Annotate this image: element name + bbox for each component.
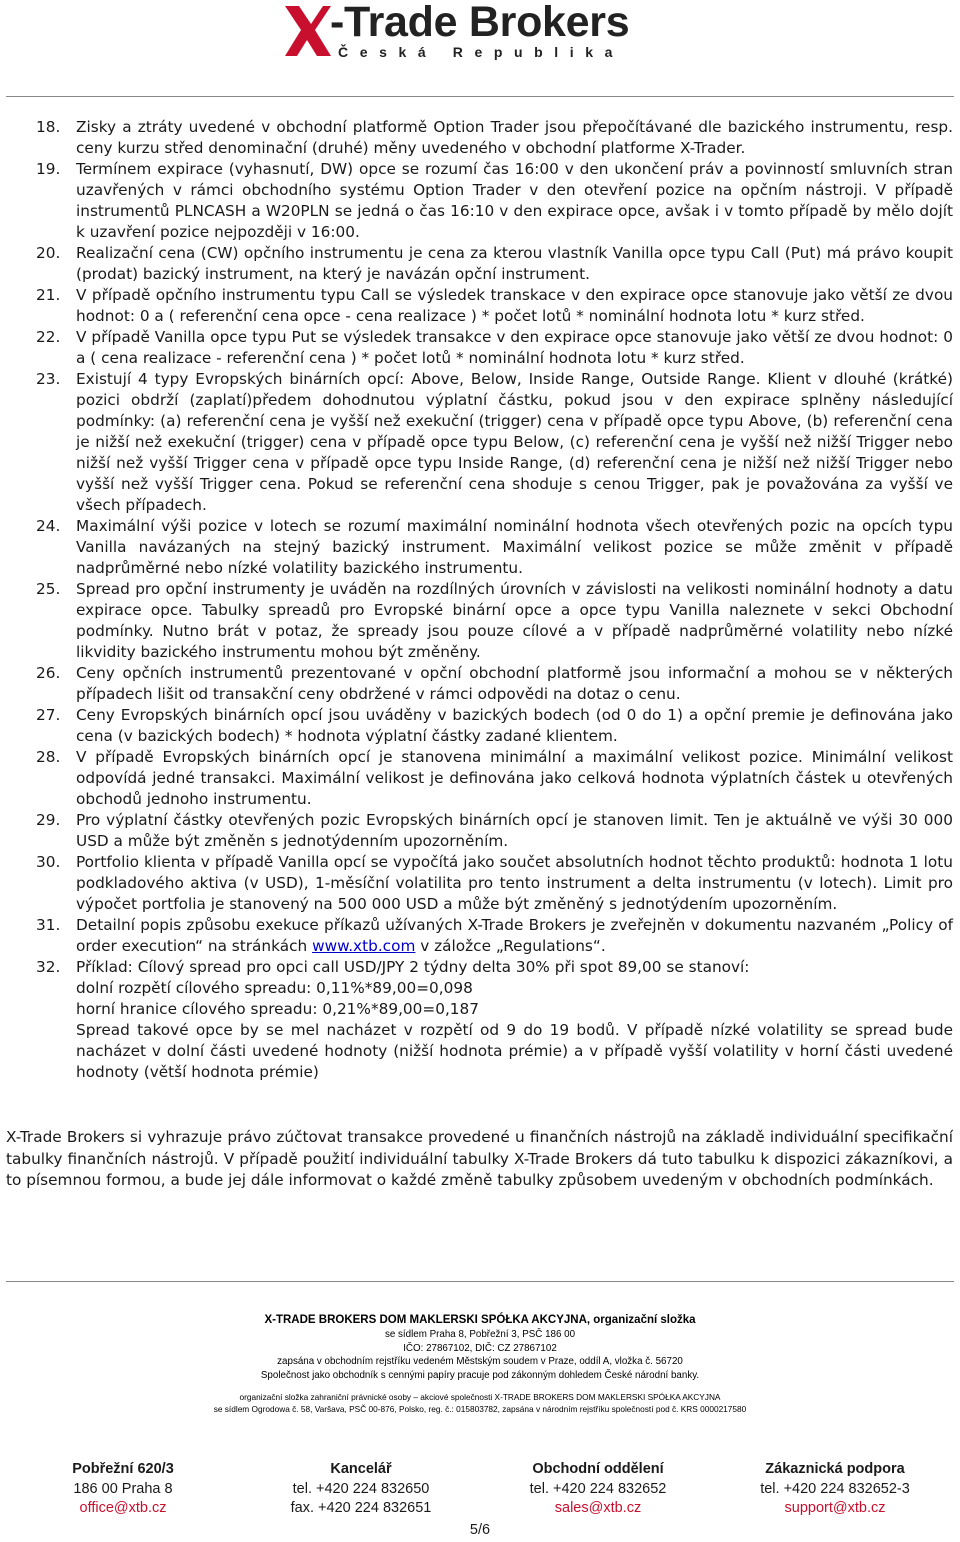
- contact-phone: tel. +420 224 832652-3: [760, 1480, 910, 1497]
- item-text: Detailní popis způsobu exekuce příkazů užívaných X-Trade Brokers je zveřejněn v dokumentu nazvaném „Policy of order execution“ na stránkách: [76, 916, 953, 955]
- item-number: 19.: [36, 160, 61, 178]
- item-number: 26.: [36, 664, 61, 682]
- list-item: [0, 327, 960, 369]
- contact-phone: tel. +420 224 832652: [529, 1480, 667, 1497]
- closing-paragraph: X-Trade Brokers si vyhrazuje právo zúčtovat transakce provedené u finančních nástrojů na základě individuální specifikační tabulky finančních nástrojů. V případě použití individuální tabulky X-Trade Brokers dá tuto tabulku k dispozici zákazníkovi, a to písemnou formou, a bude jej dále informovat o každé změně tabulky způsobem uvedeným v obchodních podmínkách.: [6, 1128, 953, 1189]
- support-email-link[interactable]: support@xtb.cz: [784, 1500, 886, 1516]
- logo-title: -Trade Brokers: [330, 0, 630, 46]
- list-item: [0, 579, 960, 663]
- item-text: V případě Evropských binárních opcí je stanovena minimální a maximální velikost pozice. Minimální velikost odpovídá jedné transakci. Maximální velikost je definována jako celková hodnota výplatních částek u otevřených obchodů jednoho instrumentu.: [76, 748, 953, 808]
- item-text: Ceny opčních instrumentů prezentované v opční obchodní platformě jsou informační a mohou se v některých případech lišit od transakční ceny obdržené v rámci odpovědi na dotaz o cenu.: [76, 664, 953, 703]
- example-line: dolní rozpětí cílového spreadu: 0,11%*89,00=0,098: [76, 979, 473, 997]
- parent-company-seat: se sídlem Ogrodowa č. 58, Varšava, PSČ 00-876, Polsko, reg. č.: 015803782, zapsána v národním rejstříku společností pod č. KRS 0000217580: [213, 1403, 747, 1414]
- item-text: Termínem expirace (vyhasnutí, DW) opce se rozumí čas 16:00 v den ukončení práv a povinností smluvních stran uzavřených v rámci obchodního systému Option Trader v den otevření pozice na opčním nástroji. V případě instrumentů PLNCASH a W20PLN se jedná o čas 16:10 v den expirace opce, avšak i v tomto případě by mělo dojít k uzavření pozice nejpozději v 16:00.: [76, 160, 953, 241]
- list-item: [0, 117, 960, 159]
- item-number: 30.: [36, 853, 61, 871]
- item-number: 25.: [36, 580, 61, 598]
- x-logo-icon: [281, 2, 333, 58]
- contact-address: [38, 1460, 208, 1519]
- item-number: 20.: [36, 244, 61, 262]
- list-item: [0, 705, 960, 747]
- item-text: V případě opčního instrumentu typu Call se výsledek transkace v den expirace opce stanovuje jako větší ze dvou hodnot: 0 a ( referenční cena opce - cena realizace ) * počet lotů * nominální hodnota lotu * kurz střed.: [76, 286, 953, 325]
- sales-email-link[interactable]: sales@xtb.cz: [554, 1500, 642, 1516]
- company-ids: IČO: 27867102, DIČ: CZ 27867102: [403, 1342, 557, 1354]
- item-number: 23.: [36, 370, 61, 388]
- item-number: 32.: [36, 958, 61, 976]
- list-item: [0, 663, 960, 705]
- contact-phone: tel. +420 224 832650: [292, 1480, 430, 1497]
- item-number: 22.: [36, 328, 61, 346]
- item-text: Ceny Evropských binárních opcí jsou uváděny v bazických bodech (od 0 do 1) a opční premie je definována jako cena (v bazických bodech) * hodnota výplatní částky zadané klientem.: [76, 706, 953, 745]
- office-email-link[interactable]: office@xtb.cz: [79, 1500, 167, 1516]
- list-item: [0, 852, 960, 915]
- contact-title: Obchodní oddělení: [532, 1461, 664, 1477]
- contact-support: [738, 1460, 932, 1519]
- item-text: Portfolio klienta v případě Vanilla opcí se vypočítá jako součet absolutních hodnot těchto produktů: hodnota 1 lotu podkladového aktiva (v USD), 1-měsíční volatilita pro tento instrument a delta instrumentu (v lotech). Limit pro výpočet portfolia je stanovený na 500 000 USD a může být změněný s jednotýdením upozorněním.: [76, 853, 953, 913]
- item-number: 31.: [36, 916, 61, 934]
- contact-title: Pobřežní 620/3: [72, 1461, 174, 1477]
- company-register: zapsána v obchodním rejstříku vedeném Městským soudem v Praze, oddíl A, vložka č. 56720: [277, 1356, 683, 1368]
- contact-fax: fax. +420 224 832651: [290, 1500, 432, 1516]
- list-item: [0, 516, 960, 579]
- company-seat: se sídlem Praha 8, Pobřežní 3, PSČ 186 00: [384, 1329, 576, 1340]
- footer-divider: [6, 1281, 954, 1282]
- example-line: horní hranice cílového spreadu: 0,21%*89,00=0,187: [76, 1000, 479, 1018]
- item-number: 24.: [36, 517, 61, 535]
- contact-title: Kancelář: [330, 1461, 392, 1477]
- item-text: Spread takové opce by se mel nacházet v rozpětí od 9 do 19 bodů. V případě nízké volatility se spread bude nacházet v dolní části uvedené hodnoty (nižší hodnota prémie) a v případě vyšší volatility v horní části uvedené hodnoty (větší hodnota prémie): [76, 1021, 953, 1081]
- header-logo: [0, 0, 960, 70]
- xtb-website-link[interactable]: www.xtb.com: [312, 937, 416, 955]
- item-text: Spread pro opční instrumenty je uváděn na rozdílných úrovních v závislosti na velikosti nominální hodnoty a datu expirace opce. Tabulky spreadů pro Evropské binární opce a opce typu Vanilla naleznete v sekci Obchodní podmínky. Nutno brát v potaz, že spready jsou pouze cílové a v případě nadprůměrné volatility nebo nízké likvidity bazického instrumentu mohou být změněny.: [76, 580, 953, 661]
- list-item: [0, 285, 960, 327]
- list-item: [0, 915, 960, 957]
- company-regulation: Společnost jako obchodník s cennými papíry pracuje pod zákonným dohledem České národní banky.: [260, 1369, 700, 1381]
- example-line: Příklad: Cílový spread pro opci call USD/JPY 2 týdny delta 30% při spot 89,00 se stanoví:: [76, 958, 750, 976]
- item-number: 28.: [36, 748, 61, 766]
- list-item: [0, 810, 960, 852]
- item-text: Zisky a ztráty uvedené v obchodní platformě Option Trader jsou přepočítávané dle bazického instrumentu, resp. ceny kurzu střed denominační (druhé) měny uvedeného v obchodní platforme X-Trader.: [76, 118, 953, 157]
- item-number: 18.: [36, 118, 61, 136]
- item-text: Pro výplatní částky otevřených pozic Evropských binárních opcí je stanoven limit. Ten je aktuálně ve výši 30 000 USD a může být změněn s jednotýdenním upozorněním.: [76, 811, 953, 850]
- list-item: [0, 957, 960, 1083]
- list-item: [0, 747, 960, 810]
- page-number: 5/6: [469, 1522, 491, 1538]
- header-divider: [6, 96, 954, 97]
- list-item: [0, 159, 960, 243]
- list-item: [0, 243, 960, 285]
- item-number: 27.: [36, 706, 61, 724]
- item-number: 29.: [36, 811, 61, 829]
- item-text-end: v záložce „Regulations“.: [415, 937, 606, 955]
- contact-line: 186 00 Praha 8: [73, 1480, 173, 1497]
- item-text: Realizační cena (CW) opčního instrumentu je cena za kterou vlastník Vanilla opce typu Call (Put) má právo koupit (prodat) bazický instrument, na který je navázán opční instrument.: [76, 244, 953, 283]
- list-item: [0, 369, 960, 516]
- item-text: V případě Vanilla opce typu Put se výsledek transakce v den expirace opce stanovuje jako větší ze dvou hodnot: 0 a ( cena realizace - referenční cena ) * počet lotů * nominální hodnota lotu * kurz střed.: [76, 328, 953, 367]
- item-number: 21.: [36, 286, 61, 304]
- parent-company: organizační složka zahraniční právnické osoby – akciové společnosti X-TRADE BROKERS DOM MAKLERSKI SPÓŁKA AKCYJNA: [239, 1392, 721, 1403]
- contact-sales: [508, 1460, 688, 1519]
- company-footer: [0, 1313, 960, 1415]
- terms-list: [0, 117, 960, 1083]
- item-text: Existují 4 typy Evropských binárních opcí: Above, Below, Inside Range, Outside Range. Klient v dlouhé (krátké) pozici obdrží (zaplatí)předem dohodnutou výplatní částku, pokud jsou v den expirace splněny následující podmínky: (a) referenční cena je vyšší než exekuční (trigger) cena v případě opce typu Above, (b) referenční cena je nižší než exekuční (trigger) cena v případě opce typu Below, (c) referenční cena je vyšší než nižší Trigger nebo nižší než vyšší Trigger cena v případě opce typu Inside Range, (d) referenční cena je nižší než nižší Trigger nebo vyšší než vyšší Trigger cena. Pokud se referenční cena shoduje s cenou Trigger, pak je považována za vyšší ve všech případech.: [76, 370, 953, 514]
- contact-office: [266, 1460, 456, 1519]
- logo-subtitle: Česká Republika: [338, 44, 625, 60]
- item-text: Maximální výši pozice v lotech se rozumí maximální nominální hodnota všech otevřených pozic na opcích typu Vanilla navázaných na stejný bazický instrument. Maximální velikost pozice se může změnit v případě nadprůměrné nebo nízké volatility bazického instrumentu.: [76, 517, 953, 577]
- contact-title: Zákaznická podpora: [765, 1461, 905, 1477]
- company-name: X-TRADE BROKERS DOM MAKLERSKI SPÓŁKA AKCYJNA, organizační složka: [264, 1314, 696, 1326]
